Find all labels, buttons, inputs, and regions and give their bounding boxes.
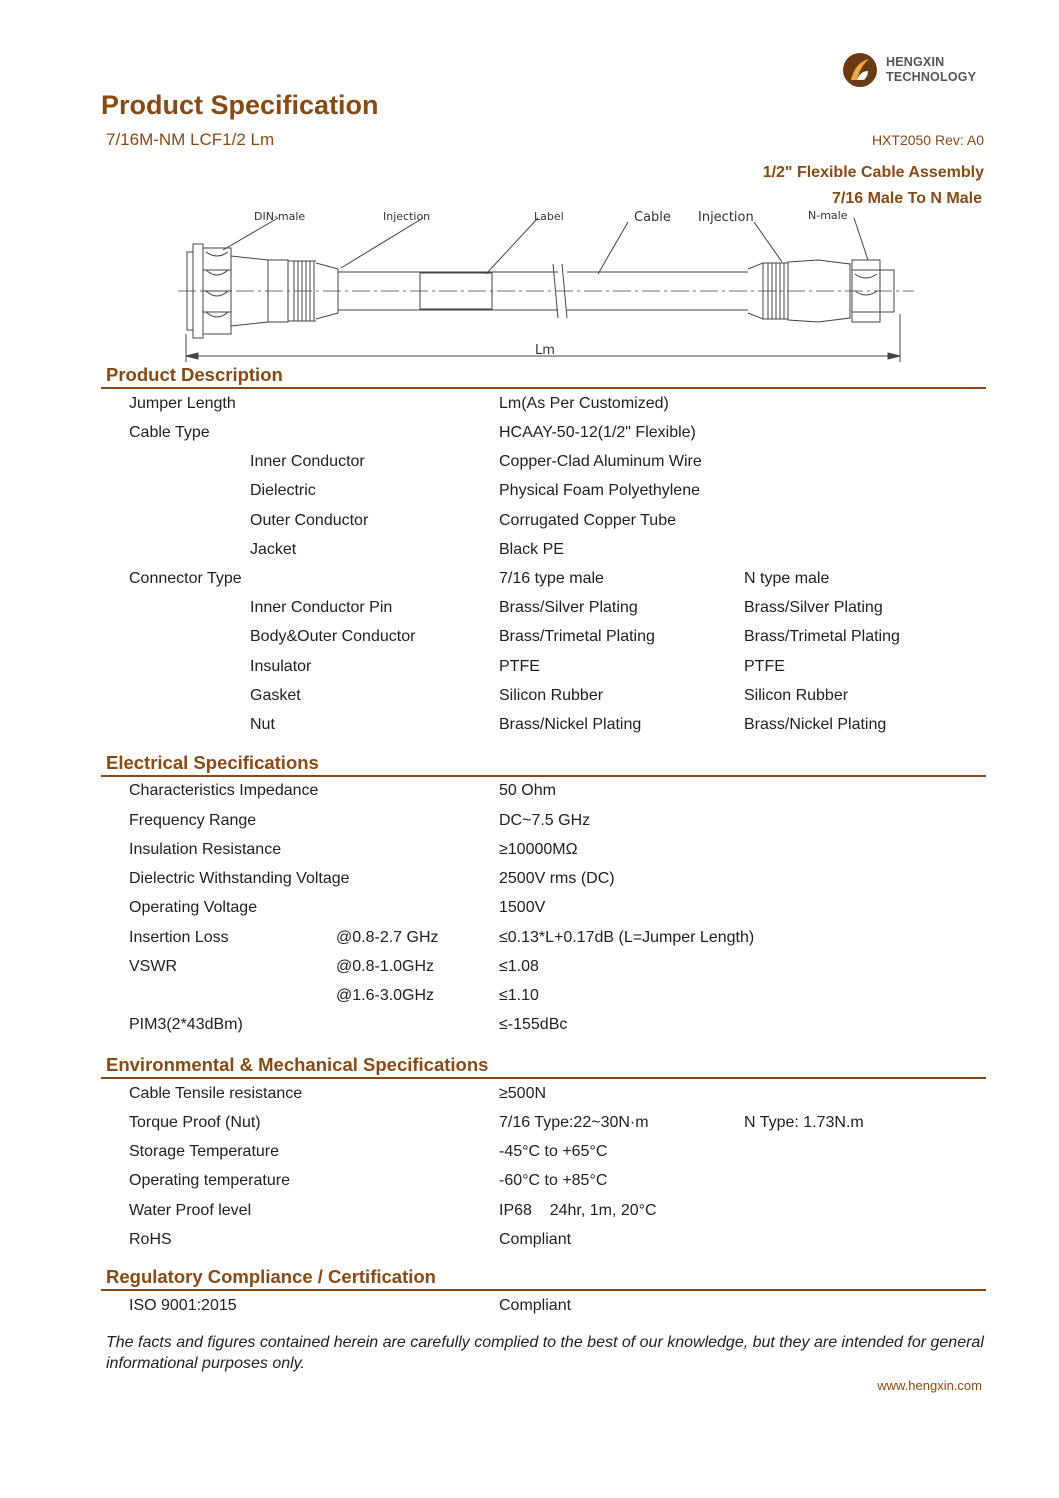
spec-value-n: Brass/Trimetal Plating <box>744 628 900 645</box>
spec-label: ISO 9001:2015 <box>129 1297 237 1314</box>
spec-label: Cable Type <box>129 424 210 441</box>
spec-value: Black PE <box>499 541 564 558</box>
spec-value: 50 Ohm <box>499 782 556 799</box>
spec-label: Insulator <box>250 658 312 675</box>
spec-value-n: Silicon Rubber <box>744 687 849 704</box>
spec-value: ≤1.08 <box>499 958 539 975</box>
section-heading-product-description: Product Description <box>106 364 283 385</box>
spec-value: Compliant <box>499 1297 572 1314</box>
spec-label: Connector Type <box>129 570 242 587</box>
spec-label: RoHS <box>129 1231 172 1248</box>
section-heading-regulatory: Regulatory Compliance / Certification <box>106 1266 436 1287</box>
spec-value-716: Silicon Rubber <box>499 687 604 704</box>
spec-condition: @1.6-3.0GHz <box>336 987 435 1004</box>
cable-assembly-drawing <box>178 204 914 364</box>
spec-value-716: Brass/Trimetal Plating <box>499 628 655 645</box>
spec-label: Frequency Range <box>129 812 257 829</box>
spec-label: PIM3(2*43dBm) <box>129 1016 243 1033</box>
spec-condition: @0.8-2.7 GHz <box>336 929 439 946</box>
drawing-label-cable: Cable <box>634 210 671 225</box>
spec-value: Compliant <box>499 1231 572 1248</box>
spec-value: 7/16 Type:22~30N·m <box>499 1114 649 1131</box>
product-subtitle: 1/2" Flexible Cable Assembly <box>762 164 984 181</box>
section-divider <box>101 1077 986 1079</box>
spec-value: Lm(As Per Customized) <box>499 395 669 412</box>
spec-label: Inner Conductor <box>250 453 365 470</box>
drawing-label-din-male: DIN-male <box>254 210 306 223</box>
spec-value: ≥500N <box>499 1085 547 1102</box>
section-divider <box>101 775 986 777</box>
spec-value-716: 7/16 type male <box>499 570 604 587</box>
spec-label: Jumper Length <box>129 395 236 412</box>
spec-value: Copper-Clad Aluminum Wire <box>499 453 702 470</box>
spec-label: Torque Proof (Nut) <box>129 1114 261 1131</box>
spec-value: IP68 24hr, 1m, 20°C <box>499 1202 657 1219</box>
hengxin-logo-icon <box>842 52 878 88</box>
spec-label: Water Proof level <box>129 1202 252 1219</box>
spec-value: ≥10000MΩ <box>499 841 578 858</box>
spec-label: Body&Outer Conductor <box>250 628 416 645</box>
spec-value-n: Brass/Nickel Plating <box>744 716 887 733</box>
drawing-label-injection-left: Injection <box>383 210 431 223</box>
spec-value-716: PTFE <box>499 658 540 675</box>
spec-label: VSWR <box>129 958 177 975</box>
spec-value-n: PTFE <box>744 658 785 675</box>
spec-value: 1500V <box>499 899 546 916</box>
spec-label: Nut <box>250 716 275 733</box>
section-divider <box>101 387 986 389</box>
spec-label: Jacket <box>250 541 297 558</box>
website-link[interactable]: www.hengxin.com <box>877 1378 982 1393</box>
spec-label: Cable Tensile resistance <box>129 1085 303 1102</box>
spec-value: ≤1.10 <box>499 987 539 1004</box>
company-logo <box>842 50 987 90</box>
spec-value-n: Brass/Silver Plating <box>744 599 883 616</box>
disclaimer: The facts and figures contained herein are carefully complied to the best of our knowledge, but they are intended for general informational purposes only. <box>106 1334 984 1372</box>
spec-label: Insulation Resistance <box>129 841 282 858</box>
section-divider <box>101 1289 986 1291</box>
spec-label: Inner Conductor Pin <box>250 599 393 616</box>
spec-label: Characteristics Impedance <box>129 782 319 799</box>
spec-value: ≤-155dBc <box>499 1016 568 1033</box>
spec-value: HCAAY-50-12(1/2" Flexible) <box>499 424 696 441</box>
drawing-label-n-male: N-male <box>808 209 848 222</box>
spec-condition: @0.8-1.0GHz <box>336 958 435 975</box>
company-name-line2: TECHNOLOGY <box>886 70 977 84</box>
spec-label: Outer Conductor <box>250 512 369 529</box>
spec-label: Storage Temperature <box>129 1143 280 1160</box>
spec-value: Corrugated Copper Tube <box>499 512 676 529</box>
spec-label: Operating temperature <box>129 1172 290 1189</box>
company-name-line1: HENGXIN <box>886 55 945 69</box>
spec-value: -60°C to +85°C <box>499 1172 608 1189</box>
spec-value-n: N type male <box>744 570 830 587</box>
spec-value-n: N Type: 1.73N.m <box>744 1114 864 1131</box>
spec-label: Gasket <box>250 687 301 704</box>
drawing-label-injection-right: Injection <box>698 210 754 225</box>
spec-value: DC~7.5 GHz <box>499 812 591 829</box>
spec-label: Dielectric Withstanding Voltage <box>129 870 350 887</box>
section-heading-electrical: Electrical Specifications <box>106 752 319 773</box>
product-connector-subtitle: 7/16 Male To N Male <box>832 190 982 207</box>
document-revision: HXT2050 Rev: A0 <box>871 132 984 148</box>
drawing-label-label: Label <box>534 210 564 223</box>
drawing-label-length: Lm <box>535 343 555 358</box>
spec-label: Insertion Loss <box>129 929 229 946</box>
section-heading-environmental: Environmental & Mechanical Specifications <box>106 1054 489 1075</box>
spec-value: ≤0.13*L+0.17dB (L=Jumper Length) <box>499 929 755 946</box>
spec-label: Operating Voltage <box>129 899 258 916</box>
spec-value: Physical Foam Polyethylene <box>499 482 700 499</box>
spec-label: Dielectric <box>250 482 316 499</box>
spec-value-716: Brass/Silver Plating <box>499 599 638 616</box>
spec-value: 2500V rms (DC) <box>499 870 615 887</box>
spec-value-716: Brass/Nickel Plating <box>499 716 642 733</box>
page-title: Product Specification <box>101 90 379 120</box>
spec-value: -45°C to +65°C <box>499 1143 608 1160</box>
product-model: 7/16M-NM LCF1/2 Lm <box>106 130 275 149</box>
